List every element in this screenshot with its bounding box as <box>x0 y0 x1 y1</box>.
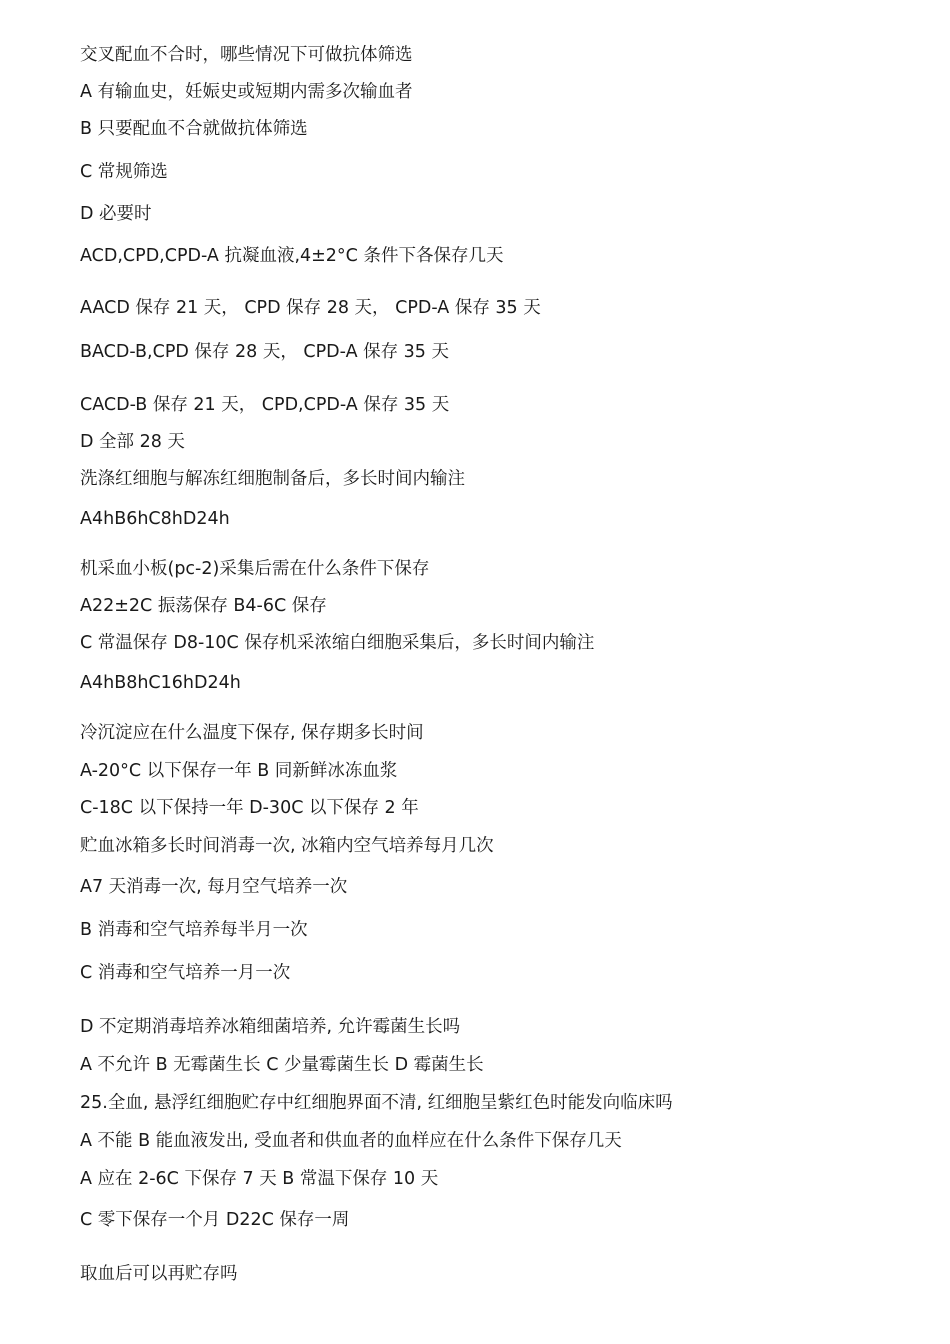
answer-option: CACD-B 保存 21 天， CPD,CPD-A 保存 35 天 <box>80 395 450 415</box>
answer-option: D 全部 28 天 <box>80 432 185 452</box>
answer-option: A4hB6hC8hD24h <box>80 509 230 529</box>
answer-option: A 应在 2-6C 下保存 7 天 B 常温下保存 10 天 <box>80 1169 439 1189</box>
answer-option: A22±2C 振荡保存 B4-6C 保存 <box>80 596 327 616</box>
answer-option: BACD-B,CPD 保存 28 天， CPD-A 保存 35 天 <box>80 342 449 362</box>
answer-option: B 只要配血不合就做抗体筛选 <box>80 119 308 139</box>
answer-option: C 消毒和空气培养一月一次 <box>80 963 291 983</box>
question-text: 洗涤红细胞与解冻红细胞制备后，多长时间内输注 <box>80 469 465 489</box>
answer-option: C 零下保存一个月 D22C 保存一周 <box>80 1210 350 1230</box>
answer-option: B 消毒和空气培养每半月一次 <box>80 920 308 940</box>
answer-option: C-18C 以下保持一年 D-30C 以下保存 2 年 <box>80 798 419 818</box>
question-text: 取血后可以再贮存吗 <box>80 1264 238 1284</box>
answer-option: A4hB8hC16hD24h <box>80 673 241 693</box>
answer-option: C 常温保存 D8-10C 保存机采浓缩白细胞采集后，多长时间内输注 <box>80 633 595 653</box>
answer-option: C 常规筛选 <box>80 162 168 182</box>
answer-option: D 必要时 <box>80 204 152 224</box>
answer-option: A 不能 B 能血液发出, 受血者和供血者的血样应在什么条件下保存几天 <box>80 1131 622 1151</box>
question-text: 冷沉淀应在什么温度下保存, 保存期多长时间 <box>80 723 424 743</box>
question-text: 贮血冰箱多长时间消毒一次, 冰箱内空气培养每月几次 <box>80 836 494 856</box>
answer-option: D 不定期消毒培养冰箱细菌培养, 允许霉菌生长吗 <box>80 1017 461 1037</box>
answer-option: A 不允许 B 无霉菌生长 C 少量霉菌生长 D 霉菌生长 <box>80 1055 484 1075</box>
answer-option: A 有输血史，妊娠史或短期内需多次输血者 <box>80 82 413 102</box>
question-text: 25.全血, 悬浮红细胞贮存中红细胞界面不清, 红细胞呈紫红色时能发向临床吗 <box>80 1093 673 1113</box>
answer-option: A7 天消毒一次, 每月空气培养一次 <box>80 877 348 897</box>
answer-option: AACD 保存 21 天， CPD 保存 28 天， CPD-A 保存 35 天 <box>80 298 541 318</box>
answer-option: A-20°C 以下保存一年 B 同新鲜冰冻血浆 <box>80 761 398 781</box>
question-text: ACD,CPD,CPD-A 抗凝血液,4±2°C 条件下各保存几天 <box>80 246 504 266</box>
question-text: 交叉配血不合时，哪些情况下可做抗体筛选 <box>80 45 413 65</box>
question-text: 机采血小板(pc-2)采集后需在什么条件下保存 <box>80 559 430 579</box>
